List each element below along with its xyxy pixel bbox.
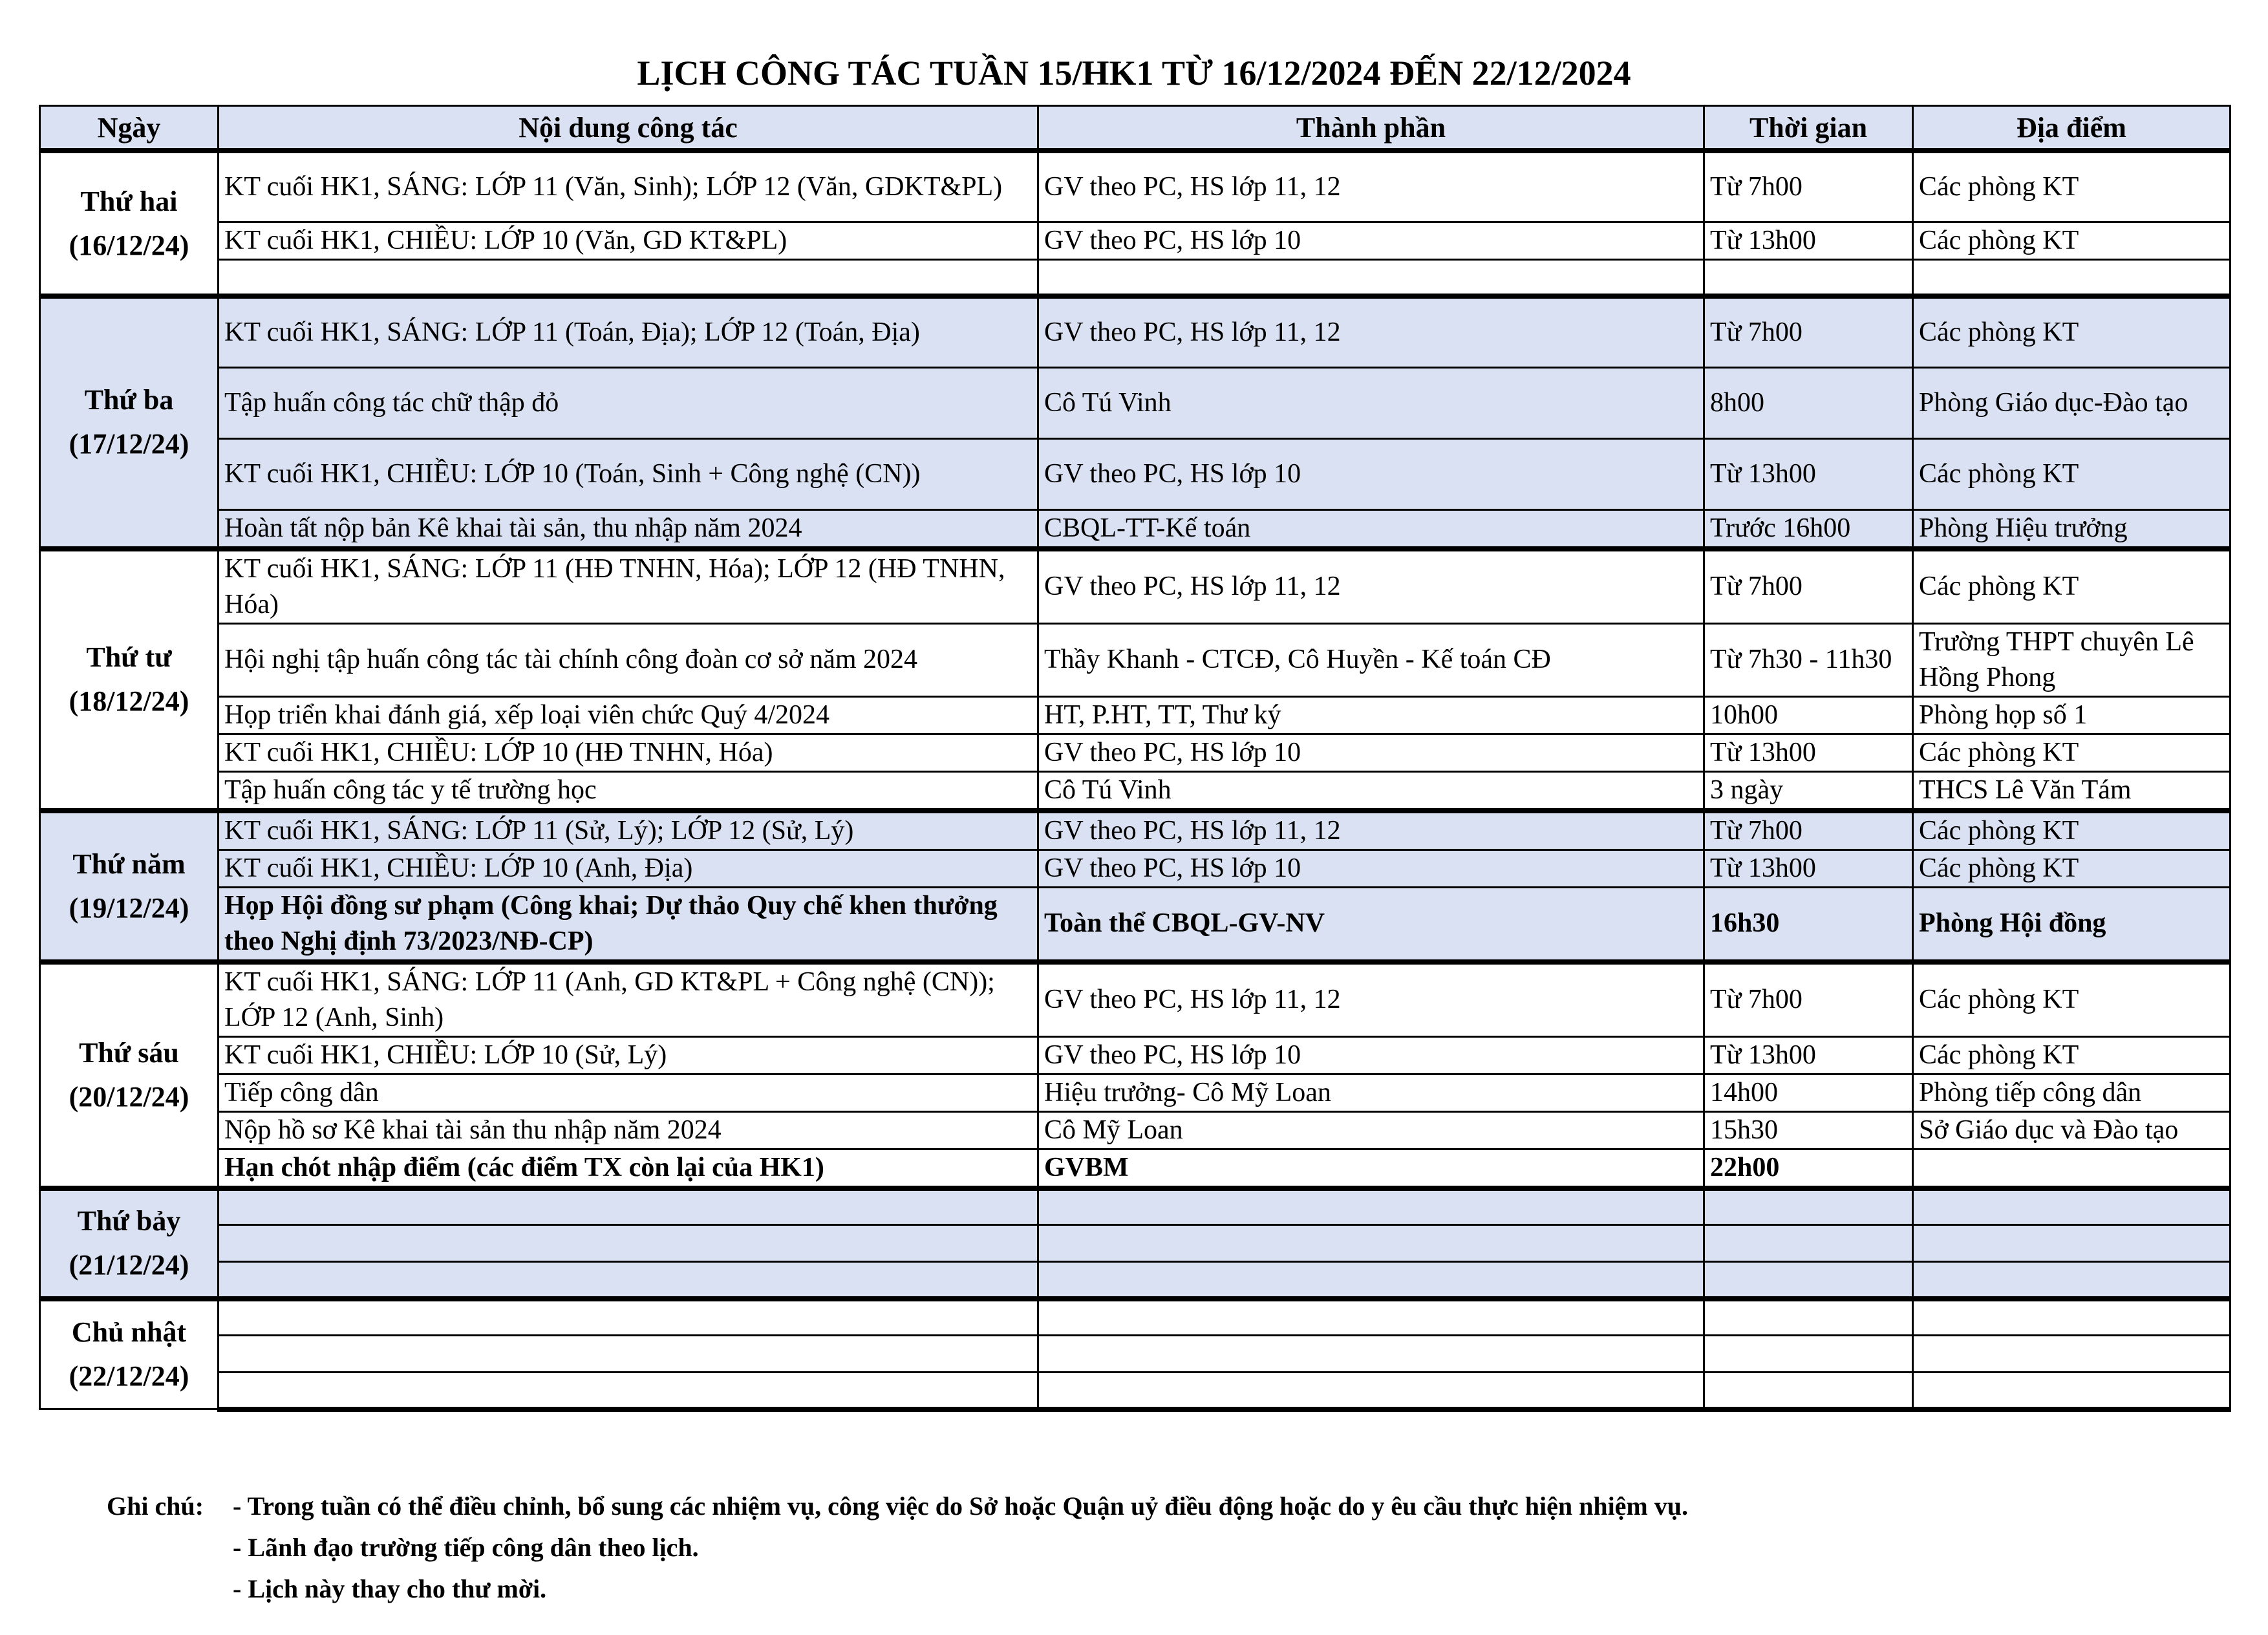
time-cell: Từ 13h00 [1704, 850, 1913, 887]
day-cell [40, 1299, 219, 1409]
content-cell: Tiếp công dân [219, 1074, 1038, 1111]
table-row [40, 1036, 2231, 1074]
header-row [40, 106, 2231, 151]
content-cell: KT cuối HK1, SÁNG: LỚP 11 (Anh, GD KT&PL + Công nghệ (CN)); LỚP 12 (Anh, Sinh) [219, 962, 1038, 1037]
participants-cell: GV theo PC, HS lớp 10 [1038, 850, 1704, 887]
location-cell: Các phòng KT [1913, 811, 2231, 850]
location-cell: Các phòng KT [1913, 850, 2231, 887]
header-participants: Thành phần [1038, 106, 1704, 151]
note-item: - Lịch này thay cho thư mời. [233, 1574, 547, 1603]
time-cell [1704, 1188, 1913, 1225]
content-cell [219, 1262, 1038, 1299]
table-row [40, 734, 2231, 771]
table-row [40, 1188, 2231, 1225]
day-cell [40, 296, 219, 549]
content-cell: Hội nghị tập huấn công tác tài chính công đoàn cơ sở năm 2024 [219, 623, 1038, 696]
table-row [40, 887, 2231, 962]
content-cell: KT cuối HK1, CHIỀU: LỚP 10 (Văn, GD KT&PL) [219, 222, 1038, 259]
table-row [40, 1373, 2231, 1409]
table-row [40, 549, 2231, 624]
location-cell: Phòng họp số 1 [1913, 696, 2231, 734]
location-cell [1913, 1299, 2231, 1336]
time-cell: Từ 7h00 [1704, 811, 1913, 850]
day-date: (17/12/24) [69, 428, 189, 460]
participants-cell [1038, 1299, 1704, 1336]
note-item: - Lãnh đạo trường tiếp công dân theo lịch. [233, 1533, 699, 1562]
content-cell: KT cuối HK1, CHIỀU: LỚP 10 (Toán, Sinh + Công nghệ (CN)) [219, 438, 1038, 509]
time-cell [1704, 1336, 1913, 1373]
day-cell [40, 1188, 219, 1299]
participants-cell: Cô Tú Vinh [1038, 367, 1704, 438]
content-cell: Họp triển khai đánh giá, xếp loại viên chức Quý 4/2024 [219, 696, 1038, 734]
content-cell: Hoàn tất nộp bản Kê khai tài sản, thu nhập năm 2024 [219, 509, 1038, 549]
participants-cell: GV theo PC, HS lớp 11, 12 [1038, 549, 1704, 624]
participants-cell [1038, 1262, 1704, 1299]
participants-cell: GV theo PC, HS lớp 10 [1038, 1036, 1704, 1074]
participants-cell: GV theo PC, HS lớp 10 [1038, 222, 1704, 259]
content-cell: KT cuối HK1, SÁNG: LỚP 11 (Văn, Sinh); LỚP 12 (Văn, GDKT&PL) [219, 151, 1038, 222]
time-cell: Từ 7h00 [1704, 296, 1913, 367]
day-name: Thứ hai [80, 185, 178, 217]
page-title: LỊCH CÔNG TÁC TUẦN 15/HK1 TỪ 16/12/2024 ĐẾN 22/12/2024 [637, 54, 1631, 92]
participants-cell: GV theo PC, HS lớp 10 [1038, 734, 1704, 771]
table-row [40, 850, 2231, 887]
participants-cell: GV theo PC, HS lớp 11, 12 [1038, 962, 1704, 1037]
time-cell: Từ 13h00 [1704, 438, 1913, 509]
weekly-schedule-table [39, 105, 2231, 1412]
content-cell: Tập huấn công tác y tế trường học [219, 771, 1038, 811]
content-cell: KT cuối HK1, CHIỀU: LỚP 10 (Sử, Lý) [219, 1036, 1038, 1074]
location-cell: Trường THPT chuyên Lê Hồng Phong [1913, 623, 2231, 696]
location-cell [1913, 1225, 2231, 1262]
participants-cell [1038, 1188, 1704, 1225]
time-cell: 15h30 [1704, 1111, 1913, 1149]
time-cell [1704, 1225, 1913, 1262]
header-content: Nội dung công tác [219, 106, 1038, 151]
day-cell [40, 811, 219, 962]
header-time: Thời gian [1704, 106, 1913, 151]
content-cell [219, 1373, 1038, 1409]
location-cell [1913, 1188, 2231, 1225]
day-name: Thứ tư [86, 641, 172, 673]
participants-cell: GV theo PC, HS lớp 11, 12 [1038, 151, 1704, 222]
location-cell: Phòng tiếp công dân [1913, 1074, 2231, 1111]
content-cell [219, 1336, 1038, 1373]
table-row [40, 367, 2231, 438]
time-cell: Từ 7h00 [1704, 151, 1913, 222]
location-cell: Phòng Giáo dục-Đào tạo [1913, 367, 2231, 438]
day-cell [40, 549, 219, 811]
time-cell: 3 ngày [1704, 771, 1913, 811]
content-cell [219, 1225, 1038, 1262]
table-row [40, 1111, 2231, 1149]
location-cell: Sở Giáo dục và Đào tạo [1913, 1111, 2231, 1149]
time-cell: Từ 7h30 - 11h30 [1704, 623, 1913, 696]
table-row [40, 1299, 2231, 1336]
time-cell [1704, 1299, 1913, 1336]
table-row [40, 696, 2231, 734]
location-cell [1913, 259, 2231, 296]
time-cell: Từ 7h00 [1704, 549, 1913, 624]
time-cell: Từ 13h00 [1704, 222, 1913, 259]
content-cell: KT cuối HK1, SÁNG: LỚP 11 (HĐ TNHN, Hóa); LỚP 12 (HĐ TNHN, Hóa) [219, 549, 1038, 624]
table-row [40, 623, 2231, 696]
participants-cell: CBQL-TT-Kế toán [1038, 509, 1704, 549]
content-cell: KT cuối HK1, CHIỀU: LỚP 10 (HĐ TNHN, Hóa) [219, 734, 1038, 771]
location-cell: Các phòng KT [1913, 549, 2231, 624]
content-cell [219, 1188, 1038, 1225]
time-cell: Từ 13h00 [1704, 734, 1913, 771]
location-cell: Các phòng KT [1913, 296, 2231, 367]
table-row [40, 962, 2231, 1037]
table-row [40, 151, 2231, 222]
location-cell: Các phòng KT [1913, 438, 2231, 509]
table-row [40, 1336, 2231, 1373]
day-date: (22/12/24) [69, 1360, 189, 1393]
participants-cell [1038, 1373, 1704, 1409]
time-cell: 16h30 [1704, 887, 1913, 962]
participants-cell [1038, 259, 1704, 296]
participants-cell: Thầy Khanh - CTCĐ, Cô Huyền - Kế toán CĐ [1038, 623, 1704, 696]
content-cell [219, 1299, 1038, 1336]
time-cell: 22h00 [1704, 1149, 1913, 1188]
day-cell [40, 962, 219, 1188]
location-cell: Các phòng KT [1913, 1036, 2231, 1074]
time-cell: Từ 13h00 [1704, 1036, 1913, 1074]
location-cell: Các phòng KT [1913, 222, 2231, 259]
day-date: (18/12/24) [69, 685, 189, 717]
location-cell: Các phòng KT [1913, 151, 2231, 222]
participants-cell [1038, 1336, 1704, 1373]
content-cell: KT cuối HK1, CHIỀU: LỚP 10 (Anh, Địa) [219, 850, 1038, 887]
time-cell [1704, 1373, 1913, 1409]
participants-cell: Toàn thể CBQL-GV-NV [1038, 887, 1704, 962]
time-cell: 8h00 [1704, 367, 1913, 438]
day-name: Thứ năm [72, 848, 186, 880]
table-row [40, 222, 2231, 259]
participants-cell: GV theo PC, HS lớp 11, 12 [1038, 811, 1704, 850]
time-cell [1704, 1262, 1913, 1299]
participants-cell: GV theo PC, HS lớp 11, 12 [1038, 296, 1704, 367]
table-row [40, 811, 2231, 850]
location-cell [1913, 1373, 2231, 1409]
table-row [40, 771, 2231, 811]
location-cell: Các phòng KT [1913, 734, 2231, 771]
location-cell: Các phòng KT [1913, 962, 2231, 1037]
content-cell: Nộp hồ sơ Kê khai tài sản thu nhập năm 2024 [219, 1111, 1038, 1149]
location-cell [1913, 1262, 2231, 1299]
day-cell [40, 151, 219, 296]
participants-cell [1038, 1225, 1704, 1262]
content-cell: KT cuối HK1, SÁNG: LỚP 11 (Sử, Lý); LỚP 12 (Sử, Lý) [219, 811, 1038, 850]
location-cell [1913, 1149, 2231, 1188]
content-cell: Họp Hội đồng sư phạm (Công khai; Dự thảo Quy chế khen thưởng theo Nghị định 73/2023/NĐ-CP) [219, 887, 1038, 962]
table-row [40, 1149, 2231, 1188]
content-cell: KT cuối HK1, SÁNG: LỚP 11 (Toán, Địa); LỚP 12 (Toán, Địa) [219, 296, 1038, 367]
schedule-body [40, 151, 2231, 1409]
table-row [40, 1074, 2231, 1111]
participants-cell: Cô Mỹ Loan [1038, 1111, 1704, 1149]
day-date: (21/12/24) [69, 1249, 189, 1281]
table-row [40, 509, 2231, 549]
table-row [40, 438, 2231, 509]
content-cell [219, 259, 1038, 296]
day-name: Chủ nhật [71, 1316, 187, 1349]
participants-cell: Cô Tú Vinh [1038, 771, 1704, 811]
participants-cell: GVBM [1038, 1149, 1704, 1188]
notes-label: Ghi chú: [107, 1491, 204, 1521]
day-name: Thứ sáu [79, 1036, 179, 1069]
time-cell: Từ 7h00 [1704, 962, 1913, 1037]
table-row [40, 1262, 2231, 1299]
header-location: Địa điểm [1913, 106, 2231, 151]
content-cell: Hạn chót nhập điểm (các điểm TX còn lại của HK1) [219, 1149, 1038, 1188]
participants-cell: GV theo PC, HS lớp 10 [1038, 438, 1704, 509]
day-date: (16/12/24) [69, 229, 189, 261]
table-row [40, 1225, 2231, 1262]
table-row [40, 259, 2231, 296]
participants-cell: HT, P.HT, TT, Thư ký [1038, 696, 1704, 734]
note-item: - Trong tuần có thể điều chỉnh, bổ sung các nhiệm vụ, công việc do Sở hoặc Quận uỷ điều động hoặc do y êu cầu thực hiện nhiệm vụ. [233, 1491, 1688, 1521]
day-name: Thứ ba [84, 384, 174, 416]
time-cell: Trước 16h00 [1704, 509, 1913, 549]
table-row [40, 296, 2231, 367]
location-cell: Phòng Hội đồng [1913, 887, 2231, 962]
content-cell: Tập huấn công tác chữ thập đỏ [219, 367, 1038, 438]
time-cell [1704, 259, 1913, 296]
location-cell: THCS Lê Văn Tám [1913, 771, 2231, 811]
day-date: (20/12/24) [69, 1080, 189, 1113]
time-cell: 14h00 [1704, 1074, 1913, 1111]
header-day: Ngày [40, 106, 219, 151]
time-cell: 10h00 [1704, 696, 1913, 734]
location-cell [1913, 1336, 2231, 1373]
day-name: Thứ bảy [77, 1205, 181, 1237]
day-date: (19/12/24) [69, 892, 189, 924]
location-cell: Phòng Hiệu trưởng [1913, 509, 2231, 549]
participants-cell: Hiệu trưởng- Cô Mỹ Loan [1038, 1074, 1704, 1111]
